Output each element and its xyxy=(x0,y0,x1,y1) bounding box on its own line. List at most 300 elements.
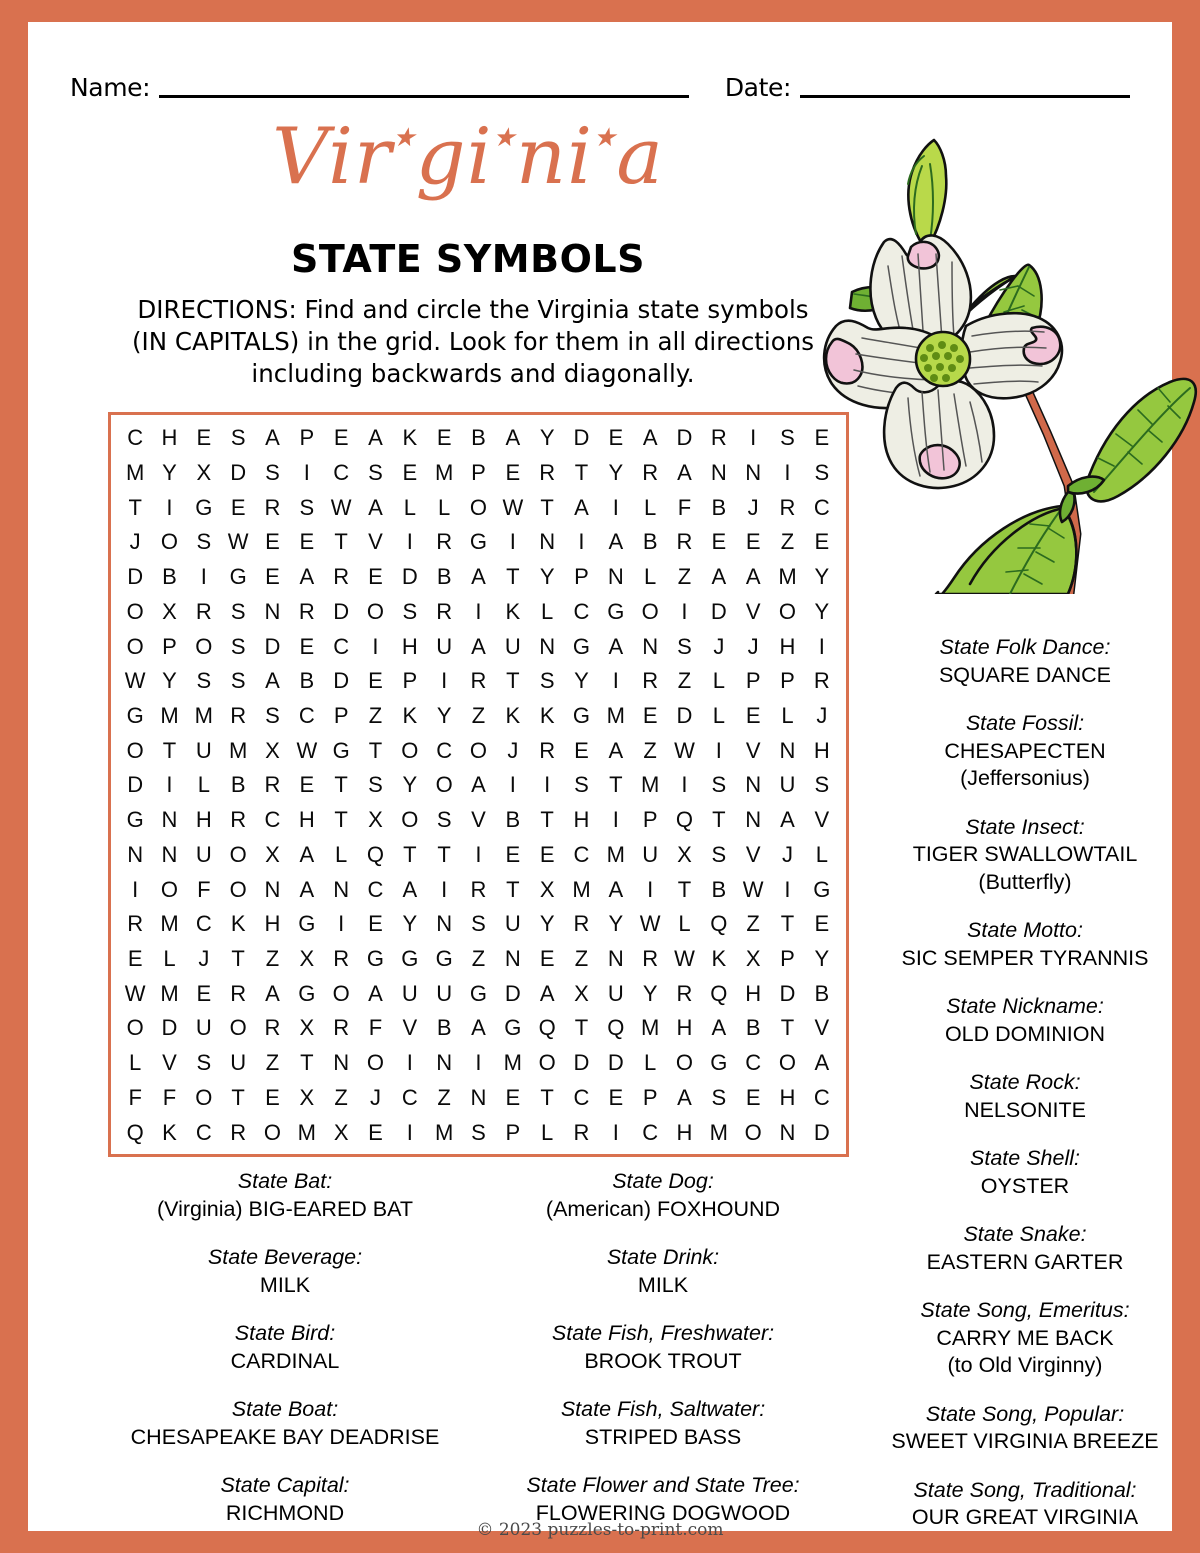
grid-cell[interactable]: T xyxy=(437,841,451,867)
grid-cell[interactable]: E xyxy=(814,425,830,451)
grid-cell[interactable]: L xyxy=(197,772,210,798)
grid-cell[interactable]: T xyxy=(334,529,348,555)
grid-cell[interactable]: W xyxy=(502,494,524,520)
grid-cell[interactable]: W xyxy=(330,494,352,520)
grid-cell[interactable]: G xyxy=(435,946,453,972)
grid-cell[interactable]: R xyxy=(779,494,796,520)
grid-cell[interactable]: C xyxy=(573,598,590,624)
grid-cell[interactable]: S xyxy=(196,529,212,555)
grid-cell[interactable]: C xyxy=(401,1084,418,1110)
grid-cell[interactable]: I xyxy=(132,876,139,902)
grid-cell[interactable]: H xyxy=(676,1119,693,1145)
grid-cell[interactable]: A xyxy=(642,425,658,451)
grid-cell[interactable]: G xyxy=(469,529,488,555)
grid-cell[interactable]: X xyxy=(265,737,280,763)
grid-cell[interactable]: A xyxy=(265,668,280,694)
grid-cell[interactable]: H xyxy=(676,1015,693,1041)
grid-cell[interactable]: Z xyxy=(574,946,589,972)
grid-cell[interactable]: I xyxy=(544,772,551,798)
grid-cell[interactable]: R xyxy=(298,598,315,624)
grid-cell[interactable]: R xyxy=(539,460,556,486)
grid-cell[interactable]: A xyxy=(711,1015,727,1041)
grid-cell[interactable]: H xyxy=(264,911,281,937)
grid-cell[interactable]: F xyxy=(197,876,211,902)
grid-cell[interactable]: J xyxy=(129,529,141,555)
grid-cell[interactable]: S xyxy=(539,668,555,694)
grid-cell[interactable]: V xyxy=(368,529,383,555)
grid-cell[interactable]: O xyxy=(126,633,144,659)
grid-cell[interactable]: A xyxy=(265,980,280,1006)
grid-cell[interactable]: A xyxy=(471,772,486,798)
grid-cell[interactable]: H xyxy=(195,807,212,833)
grid-cell[interactable]: E xyxy=(505,1084,521,1110)
grid-cell[interactable]: P xyxy=(333,703,349,729)
grid-cell[interactable]: E xyxy=(539,946,555,972)
grid-cell[interactable]: R xyxy=(230,1119,247,1145)
grid-cell[interactable]: N xyxy=(642,633,659,659)
grid-cell[interactable]: M xyxy=(572,876,591,902)
grid-cell[interactable]: K xyxy=(711,946,727,972)
grid-cell[interactable]: L xyxy=(712,703,725,729)
grid-cell[interactable]: X xyxy=(299,1084,315,1110)
grid-cell[interactable]: I xyxy=(441,668,448,694)
grid-cell[interactable]: J xyxy=(747,633,759,659)
grid-cell[interactable]: D xyxy=(264,633,281,659)
grid-cell[interactable]: E xyxy=(436,425,452,451)
grid-cell[interactable]: S xyxy=(196,1050,212,1076)
grid-cell[interactable]: O xyxy=(401,807,419,833)
grid-cell[interactable]: R xyxy=(642,668,659,694)
grid-cell[interactable]: L xyxy=(644,564,657,590)
grid-cell[interactable]: O xyxy=(778,598,797,624)
grid-cell[interactable]: R xyxy=(642,946,659,972)
grid-cell[interactable]: S xyxy=(711,841,727,867)
grid-cell[interactable]: L xyxy=(129,1050,142,1076)
grid-cell[interactable]: M xyxy=(194,703,213,729)
grid-cell[interactable]: I xyxy=(578,529,585,555)
grid-cell[interactable]: S xyxy=(196,668,212,694)
grid-cell[interactable]: O xyxy=(778,1050,797,1076)
grid-cell[interactable]: Z xyxy=(471,703,486,729)
grid-cell[interactable]: Q xyxy=(126,1119,144,1145)
grid-cell[interactable]: I xyxy=(475,841,482,867)
grid-cell[interactable]: L xyxy=(335,841,348,867)
grid-cell[interactable]: O xyxy=(160,529,179,555)
grid-cell[interactable]: X xyxy=(265,841,280,867)
grid-cell[interactable]: B xyxy=(711,876,727,902)
grid-cell[interactable]: S xyxy=(230,425,246,451)
grid-cell[interactable]: M xyxy=(160,911,179,937)
grid-cell[interactable]: X xyxy=(299,946,315,972)
grid-cell[interactable]: U xyxy=(195,841,212,867)
grid-cell[interactable]: K xyxy=(505,703,521,729)
grid-cell[interactable]: H xyxy=(779,1084,796,1110)
grid-cell[interactable]: D xyxy=(127,564,144,590)
grid-cell[interactable]: C xyxy=(745,1050,762,1076)
grid-cell[interactable]: T xyxy=(403,841,417,867)
grid-cell[interactable]: A xyxy=(299,841,315,867)
grid-cell[interactable]: L xyxy=(541,598,554,624)
word-search-grid[interactable] xyxy=(108,412,849,1157)
grid-cell[interactable]: G xyxy=(813,876,831,902)
grid-cell[interactable]: O xyxy=(229,876,247,902)
grid-cell[interactable]: T xyxy=(712,807,726,833)
grid-cell[interactable]: J xyxy=(781,841,793,867)
grid-cell[interactable]: Y xyxy=(814,946,830,972)
grid-cell[interactable]: A xyxy=(368,494,383,520)
grid-cell[interactable]: O xyxy=(229,1015,247,1041)
grid-cell[interactable]: C xyxy=(573,1084,590,1110)
grid-cell[interactable]: T xyxy=(506,876,520,902)
grid-cell[interactable]: T xyxy=(300,1050,314,1076)
grid-cell[interactable]: I xyxy=(200,564,207,590)
grid-cell[interactable]: S xyxy=(711,1084,727,1110)
grid-cell[interactable]: P xyxy=(780,946,795,972)
grid-cell[interactable]: Q xyxy=(607,1015,625,1041)
grid-cell[interactable]: D xyxy=(676,425,693,451)
grid-cell[interactable]: S xyxy=(711,772,727,798)
grid-cell[interactable]: Z xyxy=(471,946,486,972)
grid-cell[interactable]: N xyxy=(161,807,178,833)
grid-cell[interactable]: L xyxy=(163,946,176,972)
grid-cell[interactable]: T xyxy=(506,564,520,590)
grid-cell[interactable]: W xyxy=(674,946,695,972)
grid-cell[interactable]: O xyxy=(469,494,488,520)
grid-cell[interactable]: E xyxy=(368,668,383,694)
grid-cell[interactable]: H xyxy=(298,807,315,833)
grid-cell[interactable]: A xyxy=(265,425,280,451)
grid-cell[interactable]: I xyxy=(784,460,791,486)
grid-cell[interactable]: N xyxy=(264,598,281,624)
grid-cell[interactable]: E xyxy=(745,529,761,555)
grid-cell[interactable]: O xyxy=(401,737,419,763)
grid-cell[interactable]: G xyxy=(298,980,316,1006)
name-input-line[interactable] xyxy=(159,95,689,98)
grid-cell[interactable]: H xyxy=(161,425,178,451)
grid-cell[interactable]: P xyxy=(780,668,795,694)
grid-cell[interactable]: C xyxy=(573,841,590,867)
grid-cell[interactable]: N xyxy=(504,946,521,972)
grid-cell[interactable]: M xyxy=(640,1015,660,1041)
grid-cell[interactable]: J xyxy=(198,946,210,972)
grid-cell[interactable]: T xyxy=(780,911,795,937)
grid-cell[interactable]: P xyxy=(505,1119,521,1145)
grid-cell[interactable]: O xyxy=(366,1050,385,1076)
grid-cell[interactable]: C xyxy=(333,633,350,659)
grid-cell[interactable]: R xyxy=(813,668,830,694)
grid-cell[interactable]: T xyxy=(540,807,554,833)
grid-cell[interactable]: Y xyxy=(642,980,658,1006)
grid-cell[interactable]: N xyxy=(436,911,453,937)
grid-cell[interactable]: S xyxy=(402,598,418,624)
grid-cell[interactable]: A xyxy=(608,876,624,902)
grid-cell[interactable]: U xyxy=(230,1050,247,1076)
grid-cell[interactable]: R xyxy=(230,807,247,833)
grid-cell[interactable]: A xyxy=(574,494,589,520)
grid-cell[interactable]: Z xyxy=(746,911,760,937)
grid-cell[interactable]: I xyxy=(715,737,722,763)
grid-cell[interactable]: T xyxy=(677,876,692,902)
grid-cell[interactable]: B xyxy=(814,980,830,1006)
grid-cell[interactable]: G xyxy=(298,911,316,937)
grid-cell[interactable]: F xyxy=(128,1084,142,1110)
grid-cell[interactable]: I xyxy=(406,529,413,555)
grid-cell[interactable]: U xyxy=(195,737,212,763)
grid-cell[interactable]: I xyxy=(166,772,173,798)
grid-cell[interactable]: W xyxy=(124,668,146,694)
grid-cell[interactable]: A xyxy=(368,425,383,451)
grid-cell[interactable]: C xyxy=(195,1119,212,1145)
grid-cell[interactable]: U xyxy=(401,980,418,1006)
grid-cell[interactable]: V xyxy=(162,1050,177,1076)
grid-cell[interactable]: S xyxy=(814,772,830,798)
grid-cell[interactable]: E xyxy=(608,1084,624,1110)
grid-cell[interactable]: R xyxy=(264,772,281,798)
grid-cell[interactable]: K xyxy=(402,703,418,729)
grid-cell[interactable]: A xyxy=(471,633,486,659)
grid-cell[interactable]: K xyxy=(539,703,555,729)
grid-cell[interactable]: G xyxy=(504,1015,522,1041)
grid-cell[interactable]: K xyxy=(162,1119,177,1145)
grid-cell[interactable]: R xyxy=(470,668,487,694)
grid-cell[interactable]: M xyxy=(434,1119,454,1145)
grid-cell[interactable]: E xyxy=(230,494,246,520)
grid-cell[interactable]: D xyxy=(710,598,727,624)
grid-cell[interactable]: B xyxy=(162,564,177,590)
grid-cell[interactable]: M xyxy=(503,1050,522,1076)
grid-cell[interactable]: D xyxy=(779,980,796,1006)
grid-cell[interactable]: X xyxy=(333,1119,349,1145)
grid-cell[interactable]: N xyxy=(607,564,624,590)
grid-cell[interactable]: S xyxy=(368,772,383,798)
grid-cell[interactable]: R xyxy=(676,529,693,555)
grid-cell[interactable]: J xyxy=(507,737,519,763)
grid-cell[interactable]: T xyxy=(231,946,245,972)
grid-cell[interactable]: D xyxy=(504,980,521,1006)
grid-cell[interactable]: E xyxy=(333,425,349,451)
grid-cell[interactable]: G xyxy=(710,1050,728,1076)
grid-cell[interactable]: S xyxy=(471,1119,486,1145)
grid-cell[interactable]: E xyxy=(745,703,761,729)
grid-cell[interactable]: B xyxy=(436,564,452,590)
grid-cell[interactable]: R xyxy=(333,1015,350,1041)
grid-cell[interactable]: X xyxy=(574,980,589,1006)
grid-cell[interactable]: X xyxy=(299,1015,315,1041)
grid-cell[interactable]: S xyxy=(368,460,383,486)
grid-cell[interactable]: S xyxy=(230,633,246,659)
grid-cell[interactable]: W xyxy=(674,737,695,763)
grid-cell[interactable]: J xyxy=(747,494,759,520)
grid-cell[interactable]: D xyxy=(676,703,693,729)
grid-cell[interactable]: A xyxy=(539,980,555,1006)
grid-cell[interactable]: O xyxy=(126,1015,144,1041)
grid-cell[interactable]: I xyxy=(681,772,688,798)
grid-cell[interactable]: E xyxy=(745,1084,761,1110)
grid-cell[interactable]: G xyxy=(401,946,419,972)
grid-cell[interactable]: J xyxy=(369,1084,381,1110)
grid-cell[interactable]: O xyxy=(263,1119,282,1145)
grid-cell[interactable]: I xyxy=(612,1119,619,1145)
grid-cell[interactable]: U xyxy=(436,633,453,659)
grid-cell[interactable]: X xyxy=(196,460,212,486)
grid-cell[interactable]: N xyxy=(745,460,762,486)
grid-cell[interactable]: V xyxy=(814,807,830,833)
grid-cell[interactable]: N xyxy=(539,633,556,659)
grid-cell[interactable]: U xyxy=(436,980,453,1006)
grid-cell[interactable]: Y xyxy=(608,460,624,486)
grid-cell[interactable]: A xyxy=(608,529,624,555)
grid-cell[interactable]: O xyxy=(160,876,179,902)
grid-cell[interactable]: O xyxy=(744,1119,762,1145)
grid-cell[interactable]: I xyxy=(475,1050,482,1076)
grid-cell[interactable]: E xyxy=(505,460,521,486)
grid-cell[interactable]: A xyxy=(745,564,761,590)
grid-cell[interactable]: V xyxy=(471,807,486,833)
grid-cell[interactable]: I xyxy=(441,876,448,902)
grid-cell[interactable]: H xyxy=(573,807,590,833)
grid-cell[interactable]: T xyxy=(574,460,589,486)
grid-cell[interactable]: Q xyxy=(710,911,728,937)
grid-cell[interactable]: N xyxy=(539,529,556,555)
grid-cell[interactable]: X xyxy=(162,598,177,624)
grid-cell[interactable]: V xyxy=(745,598,761,624)
grid-cell[interactable]: I xyxy=(303,460,310,486)
grid-cell[interactable]: M xyxy=(297,1119,316,1145)
grid-cell[interactable]: G xyxy=(195,494,213,520)
grid-cell[interactable]: T xyxy=(540,1084,554,1110)
grid-cell[interactable]: L xyxy=(678,911,691,937)
grid-cell[interactable]: S xyxy=(230,598,246,624)
grid-cell[interactable]: D xyxy=(813,1119,830,1145)
grid-cell[interactable]: N xyxy=(779,1119,796,1145)
grid-cell[interactable]: O xyxy=(229,841,247,867)
grid-cell[interactable]: G xyxy=(572,633,591,659)
grid-cell[interactable]: Y xyxy=(539,564,555,590)
grid-cell[interactable]: A xyxy=(471,1015,486,1041)
grid-cell[interactable]: N xyxy=(745,807,762,833)
grid-cell[interactable]: S xyxy=(265,703,280,729)
grid-cell[interactable]: L xyxy=(644,494,657,520)
grid-cell[interactable]: N xyxy=(745,772,762,798)
grid-cell[interactable]: O xyxy=(126,737,144,763)
grid-cell[interactable]: S xyxy=(780,425,795,451)
grid-cell[interactable]: Z xyxy=(265,946,280,972)
grid-cell[interactable]: T xyxy=(334,807,348,833)
grid-cell[interactable]: E xyxy=(299,772,315,798)
grid-cell[interactable]: B xyxy=(745,1015,761,1041)
grid-cell[interactable]: D xyxy=(333,668,350,694)
grid-cell[interactable]: C xyxy=(813,494,830,520)
grid-cell[interactable]: E xyxy=(574,737,589,763)
grid-cell[interactable]: C xyxy=(127,425,144,451)
grid-cell[interactable]: D xyxy=(607,1050,624,1076)
grid-cell[interactable]: X xyxy=(677,841,692,867)
grid-cell[interactable]: Y xyxy=(574,668,589,694)
grid-cell[interactable]: Y xyxy=(402,772,418,798)
grid-cell[interactable]: I xyxy=(818,633,825,659)
grid-cell[interactable]: R xyxy=(230,703,247,729)
grid-cell[interactable]: T xyxy=(574,1015,589,1041)
grid-cell[interactable]: Z xyxy=(334,1084,348,1110)
grid-cell[interactable]: P xyxy=(402,668,418,694)
grid-cell[interactable]: S xyxy=(471,911,486,937)
grid-cell[interactable]: D xyxy=(573,425,590,451)
grid-cell[interactable]: M xyxy=(606,703,625,729)
grid-cell[interactable]: Z xyxy=(368,703,383,729)
grid-cell[interactable]: N xyxy=(161,841,178,867)
grid-cell[interactable]: L xyxy=(815,841,828,867)
grid-cell[interactable]: B xyxy=(505,807,521,833)
grid-cell[interactable]: R xyxy=(195,598,212,624)
grid-cell[interactable]: D xyxy=(161,1015,178,1041)
grid-cell[interactable]: D xyxy=(401,564,418,590)
grid-cell[interactable]: R xyxy=(573,911,590,937)
grid-cell[interactable]: X xyxy=(539,876,555,902)
grid-cell[interactable]: L xyxy=(438,494,451,520)
grid-cell[interactable]: I xyxy=(475,598,482,624)
grid-cell[interactable]: T xyxy=(780,1015,795,1041)
grid-cell[interactable]: R xyxy=(264,494,281,520)
grid-cell[interactable]: P xyxy=(162,633,177,659)
grid-cell[interactable]: I xyxy=(509,772,516,798)
grid-cell[interactable]: R xyxy=(230,980,247,1006)
grid-cell[interactable]: T xyxy=(162,737,177,763)
grid-cell[interactable]: E xyxy=(368,564,383,590)
grid-cell[interactable]: O xyxy=(195,1084,213,1110)
grid-cell[interactable]: R xyxy=(676,980,693,1006)
grid-cell[interactable]: R xyxy=(333,946,350,972)
grid-cell[interactable]: E xyxy=(265,1084,280,1110)
grid-cell[interactable]: S xyxy=(677,633,692,659)
grid-cell[interactable]: I xyxy=(406,1119,413,1145)
grid-cell[interactable]: E xyxy=(642,703,658,729)
grid-cell[interactable]: C xyxy=(813,1084,830,1110)
grid-cell[interactable]: T xyxy=(334,772,348,798)
grid-cell[interactable]: L xyxy=(781,703,794,729)
grid-cell[interactable]: I xyxy=(509,529,516,555)
grid-cell[interactable]: W xyxy=(639,911,661,937)
grid-cell[interactable]: B xyxy=(230,772,246,798)
grid-cell[interactable]: M xyxy=(126,460,145,486)
grid-cell[interactable]: R xyxy=(264,1015,281,1041)
grid-cell[interactable]: N xyxy=(470,1084,487,1110)
grid-cell[interactable]: X xyxy=(368,807,383,833)
grid-cell[interactable]: S xyxy=(574,772,589,798)
grid-cell[interactable]: E xyxy=(196,980,212,1006)
grid-cell[interactable]: M xyxy=(778,564,797,590)
grid-cell[interactable]: E xyxy=(127,946,143,972)
grid-cell[interactable]: R xyxy=(710,425,727,451)
grid-cell[interactable]: L xyxy=(712,668,725,694)
grid-cell[interactable]: T xyxy=(231,1084,245,1110)
grid-cell[interactable]: R xyxy=(436,529,453,555)
grid-cell[interactable]: S xyxy=(230,668,246,694)
grid-cell[interactable]: P xyxy=(471,460,486,486)
grid-cell[interactable]: C xyxy=(642,1119,659,1145)
grid-cell[interactable]: O xyxy=(332,980,350,1006)
grid-cell[interactable]: H xyxy=(745,980,762,1006)
grid-cell[interactable]: T xyxy=(506,668,520,694)
grid-cell[interactable]: U xyxy=(779,772,796,798)
grid-cell[interactable]: M xyxy=(434,460,454,486)
grid-cell[interactable]: N xyxy=(333,1050,350,1076)
grid-cell[interactable]: E xyxy=(265,529,280,555)
grid-cell[interactable]: B xyxy=(436,1015,452,1041)
grid-cell[interactable]: C xyxy=(298,703,315,729)
grid-cell[interactable]: O xyxy=(366,598,385,624)
grid-cell[interactable]: Z xyxy=(643,737,657,763)
grid-cell[interactable]: V xyxy=(745,841,761,867)
